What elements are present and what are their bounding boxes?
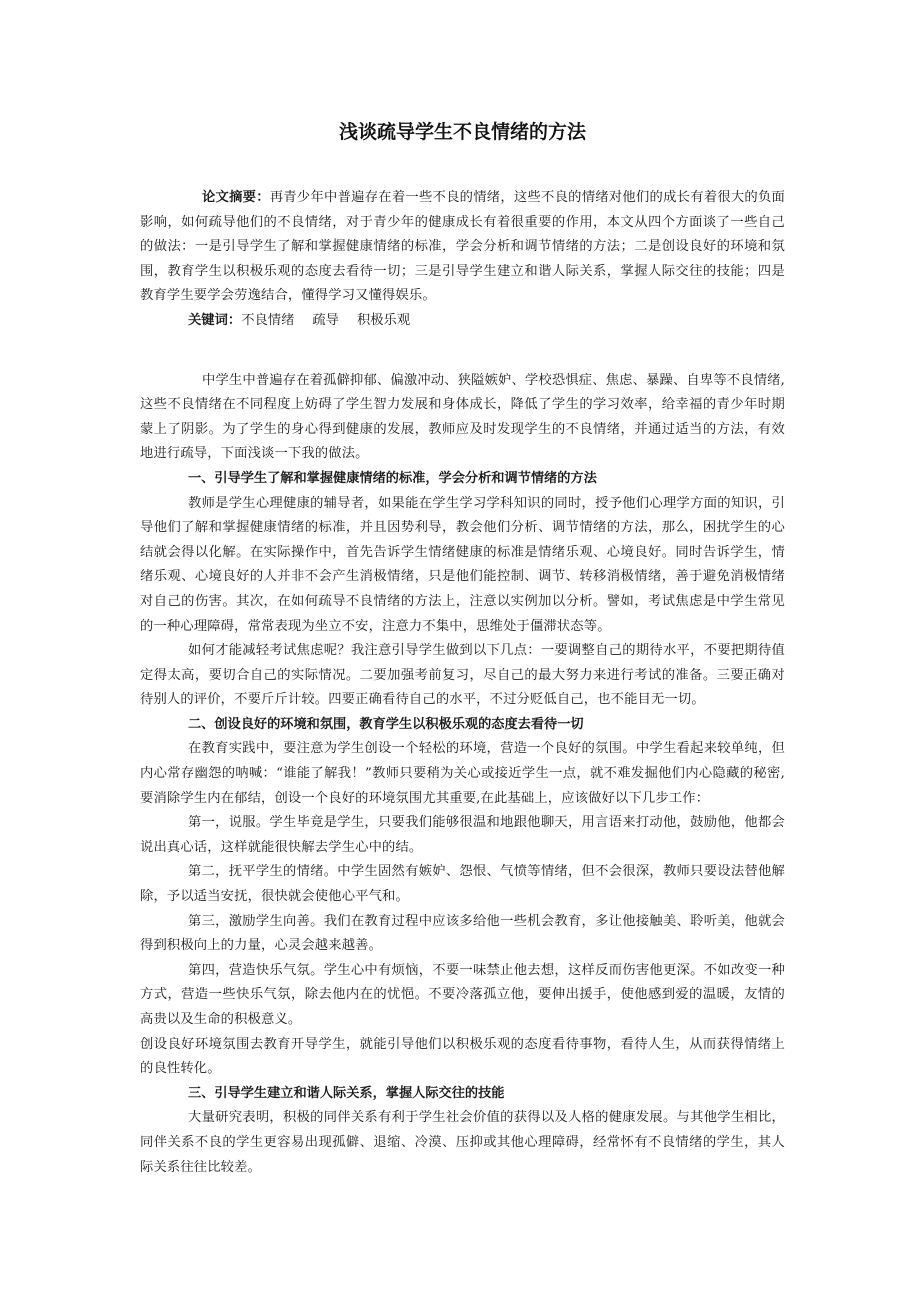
section-3-paragraph: 大量研究表明，积极的同伴关系有利于学生社会价值的获得以及人格的健康发展。与其他学生相比，同伴关系不良的学生更容易出现孤僻、退缩、冷漠、压抑或其他心理障碍，经常怀有不良情绪的学生，其人际关系往往比较差。: [140, 1110, 785, 1175]
abstract-text: 再青少年中普遍存在着一些不良的情绪，这些不良的情绪对他们的成长有着很大的负面影响，如何疏导他们的不良情绪，对于青少年的健康成长有着很重要的作用，本文从四个方面谈了一些自己的做法：一是引导学生了解和掌握健康情绪的标准，学会分析和调节情绪的方法；二是创设良好的环境和氛围，教育学生以积极乐观的态度去看待一切；三是引导学生建立和谐人际关系，掌握人际交往的技能；四是教育学生要学会劳逸结合，懂得学习又懂得娱乐。: [140, 190, 786, 304]
section-2-paragraph: 第一，说服。学生毕竟是学生，只要我们能够很温和地跟他聊天，用言语来打动他，鼓励他，他都会说出真心话，这样就能很快解去学生心中的结。: [140, 815, 785, 855]
section-2-paragraph: 第二，抚平学生的情绪。中学生固然有嫉妒、怨恨、气愤等情绪，但不会很深，教师只要设法替他解除，予以适当安抚，很快就会使他心平气和。: [140, 864, 785, 905]
page-title: 浅谈疏导学生不良情绪的方法: [338, 121, 586, 143]
abstract-label: 论文摘要：: [202, 190, 270, 205]
keyword-item: 不良情绪: [241, 312, 295, 328]
section-1-paragraph: 如何才能减轻考试焦虑呢？我注意引导学生做到以下几点：一要调整自己的期待水平，不要把期待值定得太高，要切合自己的实际情况。二要加强考前复习，尽自己的最大努力来进行考试的准备。三要正确对待别人的评价，不要斤斤计较。四要正确看待自己的水平，不过分贬低自己，也不能目无一切。: [140, 643, 785, 708]
keywords-label: 关键词：: [188, 312, 242, 328]
section-2-paragraph: 第三，激励学生向善。我们在教育过程中应该多给他一些机会教育，多让他接触美、聆听美，他就会得到积极向上的力量，心灵会越来越善。: [140, 913, 785, 954]
section-2-heading: 二、创设良好的环境和氛围，教育学生以积极乐观的态度去看待一切: [188, 716, 584, 732]
section-3-heading: 三、引导学生建立和谐人际关系，掌握人际交往的技能: [188, 1085, 505, 1101]
keywords-line: [140, 309, 785, 334]
keyword-item: 积极乐观: [356, 312, 411, 328]
intro-paragraph: 中学生中普遍存在着孤僻抑郁、偏激冲动、狭隘嫉妒、学校恐惧症、焦虑、暴躁、自卑等不良情绪,这些不良情绪在不同程度上妨碍了学生智力发展和身体成长，降低了学生的学习效率，给幸福的青少年时期蒙上了阴影。为了学生的身心得到健康的发展，教师应及时发现学生的不良情绪，并通过适当的方法，有效地进行疏导，下面浅谈一下我的做法。: [140, 372, 785, 462]
section-2-paragraph: 第四，营造快乐气氛。学生心中有烦恼，不要一味禁止他去想，这样反而伤害他更深。不如改变一种方式，营造一些快乐气氛，除去他内在的忧悒。不要冷落孤立他，要伸出援手，使他感到爱的温暖，友情的高贵以及生命的积极意义。: [140, 962, 785, 1027]
section-2-paragraph: 创设良好环境氛围去教育开导学生，就能引导他们以积极乐观的态度看待事物，看待人生，从而获得情绪上的良性转化。: [140, 1036, 785, 1077]
section-2-paragraph: 在教育实践中，要注意为学生创设一个轻松的环境，营造一个良好的氛围。中学生看起来较单纯，但内心常存幽怨的呐喊：“谁能了解我！”教师只要稍为关心或接近学生一点，就不难发掘他们内心隐藏的秘密,要消除学生内在郁结，创设一个良好的环境氛围尤其重要,在此基础上，应该做好以下几步工作：: [140, 741, 785, 806]
section-1-heading: 一、引导学生了解和掌握健康情绪的标准，学会分析和调节情绪的方法: [188, 470, 597, 486]
section-1-paragraph: 教师是学生心理健康的辅导者，如果能在学生学习学科知识的同时，授予他们心理学方面的知识，引导他们了解和掌握健康情绪的标准，并且因势利导，教会他们分析、调节情绪的方法，那么，困扰学生的心结就会得以化解。在实际操作中，首先告诉学生情绪健康的标准是情绪乐观、心境良好。同时告诉学生，情绪乐观、心境良好的人并非不会产生消极情绪，只是他们能控制、调节、转移消极情绪，善于避免消极情绪对自己的伤害。其次，在如何疏导不良情绪的方法上，注意以实例加以分析。譬如，考试焦虑是中学生常见的一种心理障碍，常常表现为坐立不安，注意力不集中，思维处于僵滞状态等。: [140, 495, 785, 634]
document-page: [140, 118, 785, 1180]
abstract-paragraph: [140, 186, 785, 309]
keyword-item: 疏导: [312, 312, 339, 328]
